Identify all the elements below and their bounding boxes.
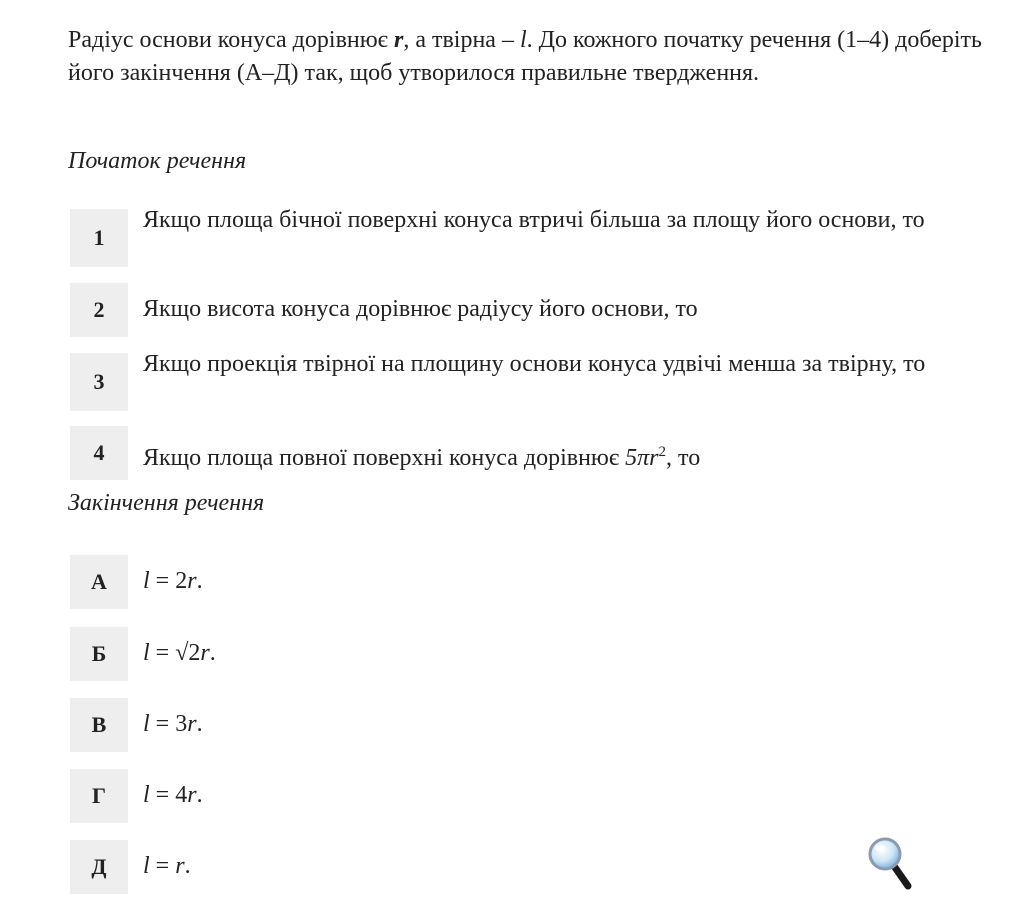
ending-row-d <box>70 840 970 894</box>
beginnings-title: Початок речення <box>68 148 247 174</box>
ending-letter: В <box>70 698 128 752</box>
beginning-text-end: , то <box>666 445 701 471</box>
ending-letter: Д <box>70 840 128 894</box>
intro-text-3: . До кожного початку речення (1–4) доберіть його закінчення (А–Д) так, щоб утворилося правильне твердження. <box>68 27 982 86</box>
ending-letter: А <box>70 555 128 609</box>
r-symbol: r <box>187 568 197 594</box>
slant-symbol: l <box>519 27 527 53</box>
equation-body: = √2 <box>149 640 201 666</box>
ending-formula <box>143 708 970 741</box>
beginning-text-start: Якщо площа повної поверхні конуса дорівнює <box>143 445 626 471</box>
period: . <box>209 640 216 666</box>
r-symbol: r <box>187 782 197 808</box>
l-symbol: l <box>143 640 150 666</box>
intro-text-1: Радіус основи конуса дорівнює <box>68 27 394 53</box>
beginning-row-3 <box>70 353 970 411</box>
endings-title: Закінчення речення <box>68 490 265 516</box>
beginning-text: Якщо проекція твірної на площину основи конуса удвічі менша за твірну, то <box>143 351 926 377</box>
equation-body: = <box>149 853 176 879</box>
ending-row-b <box>70 627 970 681</box>
ending-letter: Б <box>70 627 128 681</box>
ending-row-a <box>70 555 970 609</box>
magnifier-icon[interactable] <box>866 836 914 892</box>
beginning-row-2 <box>70 283 970 337</box>
equation-body: = 3 <box>149 711 188 737</box>
ending-row-g <box>70 769 970 823</box>
l-symbol: l <box>143 782 150 808</box>
ending-formula <box>143 850 970 883</box>
ending-formula <box>143 779 970 812</box>
equation-body: = 4 <box>149 782 188 808</box>
ending-row-v <box>70 698 970 752</box>
l-symbol: l <box>143 711 150 737</box>
area-formula: 5πr <box>625 445 659 471</box>
l-symbol: l <box>143 568 150 594</box>
beginning-text: Якщо висота конуса дорівнює радіусу його основи, то <box>143 296 698 322</box>
r-symbol: r <box>200 640 210 666</box>
period: . <box>196 568 203 594</box>
beginning-text <box>143 436 970 475</box>
period: . <box>184 853 191 879</box>
equation-body: = 2 <box>149 568 188 594</box>
r-symbol: r <box>175 853 185 879</box>
radius-symbol: r <box>393 27 404 53</box>
beginning-row-1 <box>70 209 970 267</box>
beginning-row-4 <box>70 426 970 480</box>
period: . <box>196 782 203 808</box>
beginning-number: 3 <box>70 353 128 411</box>
r-symbol: r <box>187 711 197 737</box>
ending-formula <box>143 565 970 598</box>
exponent: 2 <box>658 444 667 460</box>
l-symbol: l <box>143 853 150 879</box>
period: . <box>196 711 203 737</box>
task-statement <box>68 24 988 90</box>
beginning-number: 2 <box>70 283 128 337</box>
beginning-text: Якщо площа бічної поверхні конуса втричі більша за площу його основи, то <box>143 207 925 233</box>
beginning-number: 4 <box>70 426 128 480</box>
ending-formula <box>143 637 970 670</box>
intro-text-2: , а твірна – <box>403 27 520 53</box>
beginning-number: 1 <box>70 209 128 267</box>
ending-letter: Г <box>70 769 128 823</box>
